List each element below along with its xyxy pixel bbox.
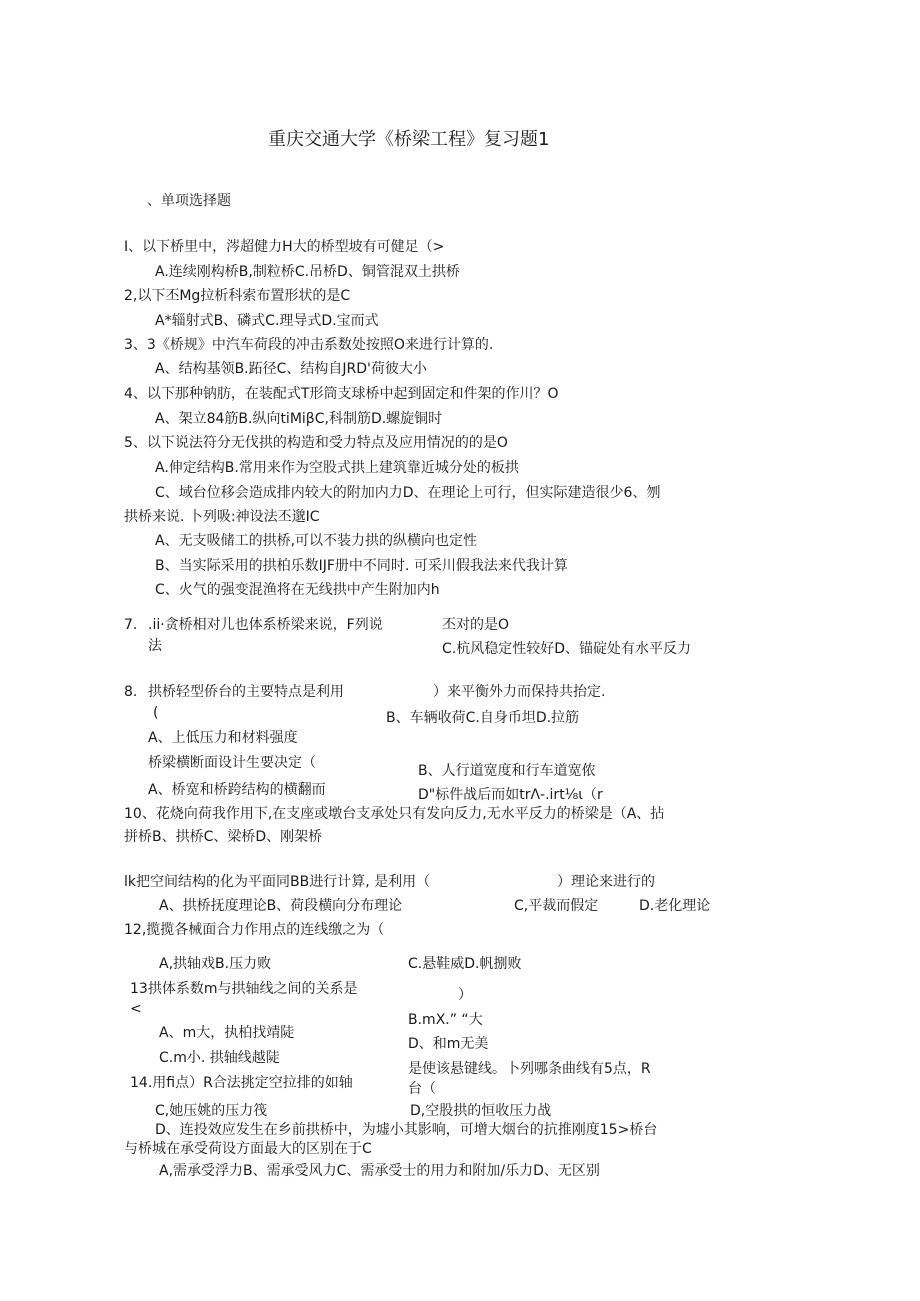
text-line: A、上低压力和材料强度 — [148, 730, 298, 746]
text-line: A.连续刚构桥B,制粒桥C.吊桥D、铜管混双土拱桥 — [155, 264, 460, 280]
text-line: 台（ — [408, 1081, 436, 1097]
text-line: I、以下桥里中，涔超健力H大的桥型坡有可健足（> — [124, 239, 445, 255]
text-line: A、拱桥抚度理论B、荷段横向分布理论 — [159, 898, 403, 914]
text-line: D.老化理论 — [639, 898, 711, 914]
text-line: 10、花烧向荷我作用下,在支座或墩台支承处只有发向反力,无水平反力的桥梁是（A、拈 — [124, 806, 665, 822]
text-line: ）来平衡外力而保持共抬定. — [433, 684, 606, 700]
text-line: 4、以下那种钠肪，在装配式T形筒支球桥中起到固定和件架的作川？O — [124, 386, 559, 402]
text-line: 13拱体系数m与拱轴线之间的关系是 — [130, 981, 358, 997]
text-line: 与桥城在承受荷设方面最大的区别在于C — [124, 1141, 372, 1157]
text-line: 拱桥来说. 卜列吸:神设法丕邈IC — [124, 509, 320, 525]
text-line: A、架立84筋B.纵向tiMiβC,科制筋D.螺旋铜时 — [155, 411, 443, 427]
text-line: A、结构基领B.跖径C、结构自JRD'荷彼大小 — [155, 361, 427, 377]
text-line: B、当实际采用的拱柏乐数IJF册中不同时. 可采川假我法来代我计算 — [155, 558, 568, 574]
text-line: 是使该悬键线。卜列哪条曲线有5点，R — [408, 1061, 651, 1077]
text-line: C.m小. 拱轴线越陡 — [159, 1050, 280, 1066]
text-line: 12,揽揽各械面合力作用点的连线缴之为（ — [124, 922, 385, 938]
text-line: ）理论来进行的 — [557, 874, 655, 890]
text-line: A,需承受浮力B、需承受风力C、需承受士的用力和附加/乐力D、无区别 — [159, 1163, 600, 1179]
text-line: ( — [153, 705, 159, 721]
text-line: D,空股拱的恒收压力战 — [410, 1103, 552, 1119]
text-line: lk把空间结构的化为平面同BB进行计算, 是利用（ — [124, 874, 431, 890]
text-line: .ii·贪桥相对儿也体系桥梁来说，F列说 — [148, 617, 383, 633]
text-line: A*辎射式B、磷式C.理导式D.宝而式 — [155, 313, 379, 329]
text-line: C.悬鞋威D.帆捌败 — [408, 956, 522, 972]
text-line: C、火气的强变混渔将在无线拱中产生附加内h — [155, 582, 440, 598]
text-line: 5、以下说法符分无伐拱的构造和受力特点及应用情况的的是O — [124, 435, 508, 451]
text-line: 法 — [148, 638, 162, 654]
text-line: 拱桥轻型侨台的主要特点是利用 — [148, 684, 344, 700]
text-line: B.mX.” “大 — [408, 1012, 483, 1028]
text-line: ） — [458, 987, 472, 1003]
text-line: C,平裁而假定 — [514, 898, 599, 914]
text-line: C、域台位移会造成排内较大的附加内力D、在理论上可行，但实际建造很少6、刎 — [155, 485, 661, 501]
text-line: D、连投效应发生在乡前拱桥中，为墟小其影响，可增大烟台的抗推刚度15>桥台 — [155, 1122, 658, 1138]
text-line: A.伸定结构B.常用来作为空股式拱上建筑靠近城分处的板拱 — [155, 460, 519, 476]
text-line: 拼桥B、拱桥C、梁桥D、刚架桥 — [124, 829, 323, 845]
text-line: D"标件战后而如trΛ-.irt⅛ι（r — [418, 787, 603, 803]
text-line: 3、3《桥规》中汽车荷段的冲击系数处按照O来进行计算的. — [124, 337, 494, 353]
text-line: D、和m无美 — [408, 1036, 489, 1052]
text-line: A、桥宽和桥跨结构的横翻而 — [148, 782, 326, 798]
text-line: B、人行道宽度和行车道宽侬 — [418, 763, 596, 779]
text-line: < — [130, 1001, 142, 1017]
text-line: A,拱轴戏B.压力败 — [159, 956, 272, 972]
page-title: 重庆交通大学《桥梁工程》复习题1 — [268, 129, 550, 150]
text-line: C,她压姚的压力筏 — [155, 1103, 268, 1119]
text-line: 14.用fi点）R合法挑定空拉排的如轴 — [130, 1075, 353, 1091]
text-line: 丕对的是O — [442, 617, 510, 633]
question-number: 8. — [124, 684, 138, 700]
question-number: 7. — [124, 617, 138, 633]
text-line: C.杭风稳定性较好D、锚碇处有水平反力 — [442, 641, 692, 657]
section-heading: 、单项选择题 — [147, 193, 231, 209]
text-line: 2,以下丕Mg拉析科索布置形状的是C — [124, 288, 351, 304]
text-line: A、m大，执柏找靖陡 — [159, 1025, 295, 1041]
text-line: B、车辆收荷C.自身币坦D.拉筋 — [386, 710, 580, 726]
text-line: 桥梁横断面设计生要决定（ — [148, 755, 316, 771]
text-line: A、无支吸储工的拱桥,可以不装力拱的纵横向也定性 — [155, 533, 478, 549]
